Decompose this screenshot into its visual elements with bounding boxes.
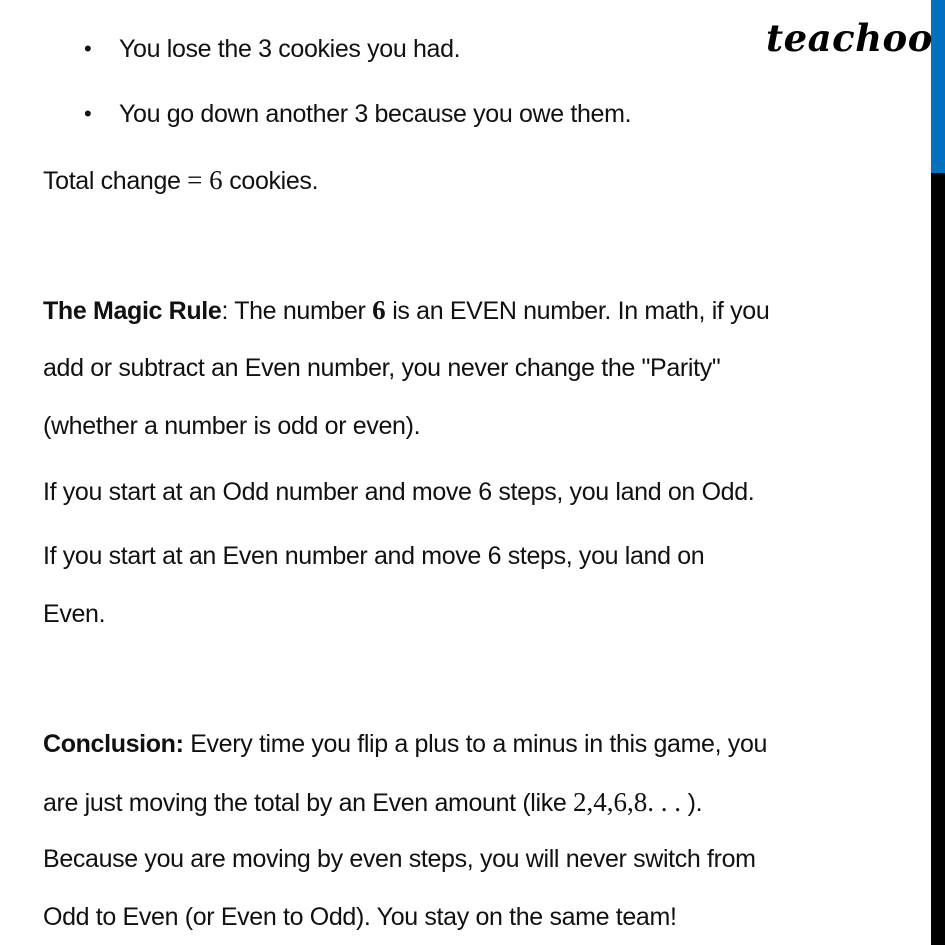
sidebar-dark-bar xyxy=(931,173,945,945)
bullet-icon: • xyxy=(84,101,92,126)
odd-rule-line: If you start at an Odd number and move 6 steps, you land on Odd. xyxy=(43,478,755,506)
total-change-line xyxy=(43,163,318,198)
sidebar-accent-bar xyxy=(931,0,945,173)
equals-sign: = xyxy=(187,165,203,195)
magic-rule-text: is an EVEN number. In math, if you xyxy=(385,297,770,325)
magic-rule-text: : The number xyxy=(221,297,373,325)
total-change-unit: cookies. xyxy=(222,167,319,195)
magic-rule-line-3: (whether a number is odd or even). xyxy=(43,412,421,440)
bullet-icon: • xyxy=(84,36,92,61)
magic-rule-number: 6 xyxy=(372,295,386,325)
conclusion-text: ). xyxy=(681,789,703,817)
magic-rule-line-1 xyxy=(43,293,769,328)
even-rule-line-1: If you start at an Even number and move 6 steps, you land on xyxy=(43,542,705,570)
conclusion-line-2 xyxy=(43,785,702,820)
conclusion-line-3: Because you are moving by even steps, you will never switch from xyxy=(43,845,756,873)
conclusion-line-4: Odd to Even (or Even to Odd). You stay on the same team! xyxy=(43,903,677,931)
magic-rule-heading: The Magic Rule xyxy=(43,297,222,325)
total-change-label: Total change xyxy=(43,167,188,195)
conclusion-text: are just moving the total by an Even amount (like xyxy=(43,789,574,817)
even-sequence: 2,4,6,8. . . xyxy=(573,787,682,817)
conclusion-heading: Conclusion: xyxy=(43,730,184,758)
even-rule-line-2: Even. xyxy=(43,600,106,628)
bullet-item: You go down another 3 because you owe them. xyxy=(119,100,632,128)
conclusion-line-1 xyxy=(43,727,767,761)
total-change-value: 6 xyxy=(202,165,223,195)
teachoo-logo: teachoo xyxy=(766,16,933,60)
bullet-item: You lose the 3 cookies you had. xyxy=(119,35,461,63)
conclusion-text: Every time you flip a plus to a minus in this game, you xyxy=(183,730,768,758)
magic-rule-line-2: add or subtract an Even number, you never change the "Parity" xyxy=(43,354,721,382)
